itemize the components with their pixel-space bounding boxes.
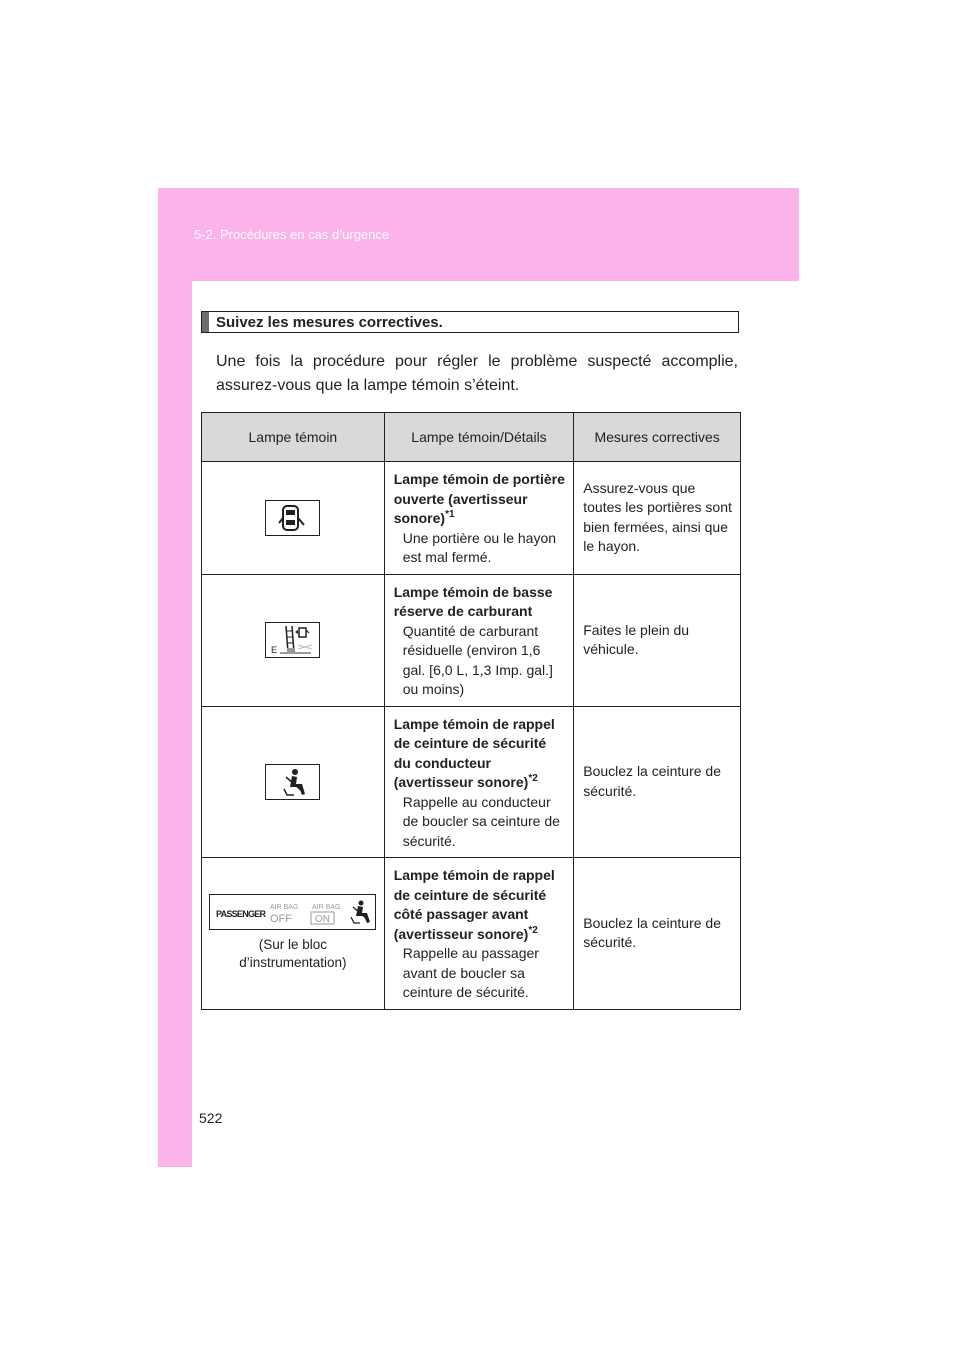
lamp-description: Quantité de carburant résiduelle (environ 1,6 gal. [6,0 L, 1,3 Imp. gal.] ou moins) <box>402 622 553 697</box>
footnote-ref: *2 <box>528 773 538 784</box>
col-header-actions <box>574 413 741 462</box>
details-cell <box>384 706 574 858</box>
lamp-name <box>394 866 566 944</box>
details-cell <box>384 858 574 1010</box>
low-fuel-warning-icon <box>265 622 320 658</box>
col-header-lamp: Lampe témoin <box>202 413 385 462</box>
panel-on-label: ON <box>315 914 331 926</box>
lamp-name: Lampe témoin de basse réserve de carburant <box>393 583 553 619</box>
lamp-description: Une portière ou le hayon est mal fermé. <box>402 529 557 565</box>
footnote-ref: *1 <box>445 509 455 520</box>
action-cell: Bouclez la ceinture de sécurité. <box>574 858 741 1010</box>
heading-text: Suivez les mesures correctives. <box>216 313 443 331</box>
lamp-cell <box>202 706 385 858</box>
lamp-name <box>394 470 566 529</box>
door-open-warning-icon <box>265 500 320 536</box>
table-row <box>202 462 741 575</box>
section-title: 5-2. Procédures en cas d’urgence <box>194 227 390 242</box>
lamp-cell <box>202 574 385 706</box>
lamp-caption: (Sur le bloc d’instrumentation) <box>239 937 347 971</box>
section-heading <box>201 311 739 333</box>
heading-bar <box>202 312 209 332</box>
action-cell: Assurez-vous que toutes les portières sont bien fermées, ainsi que le hayon. <box>574 462 741 575</box>
panel-off-label: OFF <box>270 913 293 926</box>
lamp-cell <box>202 858 385 1010</box>
action-cell: Bouclez la ceinture de sécurité. <box>574 706 741 858</box>
details-cell <box>384 462 574 575</box>
lamp-description: Rappelle au passager avant de boucler sa ceinture de sécurité. <box>402 945 539 1000</box>
table-row <box>202 858 741 1010</box>
col-header-details: Lampe témoin/Détails <box>384 413 574 462</box>
lamp-name-text: Lampe témoin de rappel de ceinture de sécurité du conducteur (avertisseur sonore) <box>393 715 555 790</box>
lamp-name <box>394 715 566 793</box>
footnote-ref: *2 <box>528 924 538 936</box>
warning-table <box>201 412 741 1010</box>
panel-passenger-label: PASSENGER <box>216 909 267 920</box>
fuel-gauge-e-label: E <box>271 645 278 655</box>
lamp-cell <box>202 462 385 575</box>
lamp-description: Rappelle au conducteur de boucler sa ceinture de sécurité. <box>402 793 560 849</box>
lamp-name-text: Lampe témoin de rappel de ceinture de sécurité côté passager avant (avertisseur sonore) <box>393 867 555 942</box>
intro-paragraph: Une fois la procédure pour régler le problème suspecté accomplie, assurez-vous que la lampe témoin s’éteint. <box>216 353 738 394</box>
lamp-name-text: Lampe témoin de portière ouverte (avertisseur sonore) <box>393 471 565 526</box>
table-row <box>202 574 741 706</box>
driver-seatbelt-reminder-icon <box>265 764 320 800</box>
panel-airbag-label: AIR BAG <box>312 904 341 912</box>
page-number: 522 <box>199 1110 223 1126</box>
details-cell <box>384 574 574 706</box>
passenger-seatbelt-reminder-icon <box>209 894 376 930</box>
col-header-actions-text: Mesures correctives <box>594 428 720 445</box>
table-row <box>202 706 741 858</box>
panel-airbag-label: AIR BAG <box>270 904 299 912</box>
action-cell: Faites le plein du véhicule. <box>574 574 741 706</box>
table-header-row <box>202 413 741 462</box>
side-tab <box>158 281 192 1167</box>
